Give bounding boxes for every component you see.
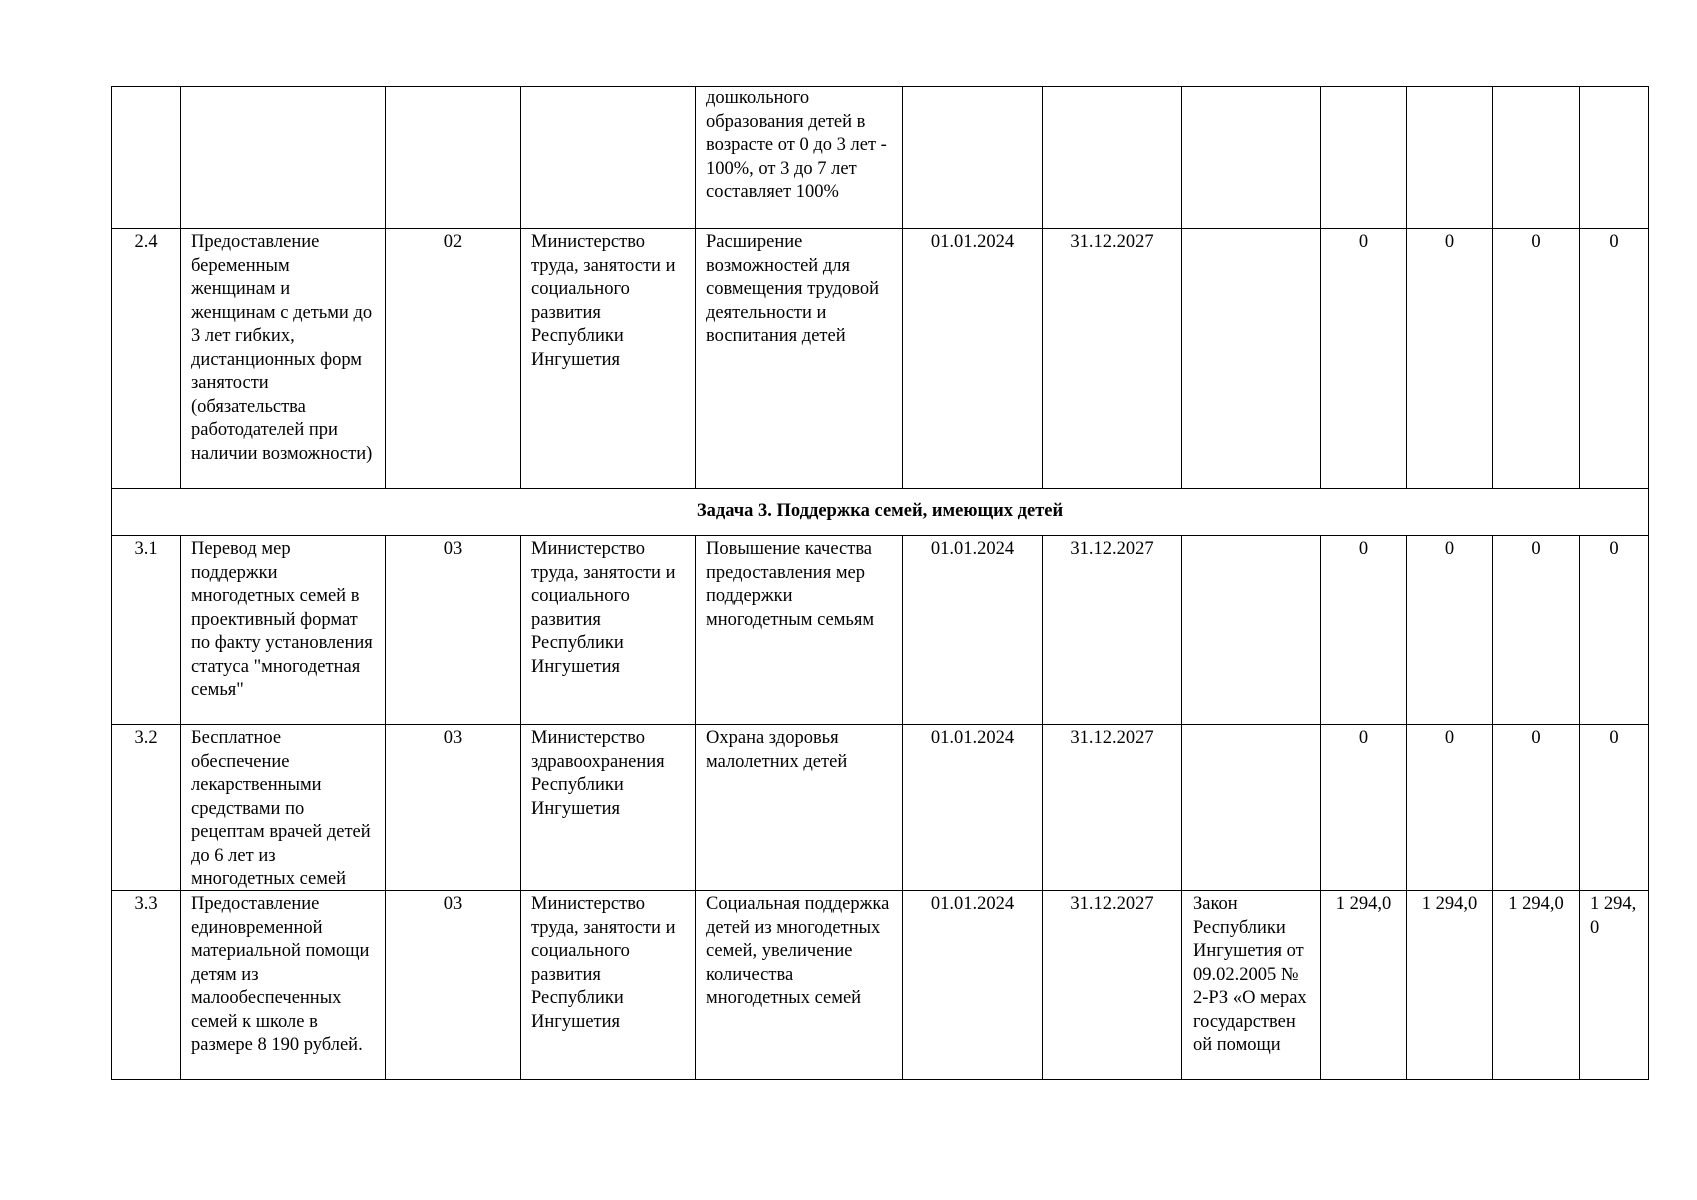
table-row — [111, 891, 1649, 1080]
section-header — [111, 489, 1649, 536]
cell-result: Охрана здоровья малолетних детей — [695, 725, 902, 890]
cell-num: 3.3 — [111, 891, 180, 1079]
cell-measure: Перевод мер поддержки многодетных семей в проективный формат по факту установления статуса "многодетная семья" — [180, 536, 385, 724]
cell-code: 02 — [385, 229, 520, 488]
cell-v2: 0 — [1406, 536, 1492, 724]
cell-end: 31.12.2027 — [1042, 725, 1181, 890]
cell-result: Повышение качества предоставления мер поддержки многодетным семьям — [695, 536, 902, 724]
cell-v1: 0 — [1320, 229, 1406, 488]
measures-table — [111, 86, 1649, 1080]
cell-v3 — [1492, 87, 1579, 228]
cell-executor: Министерство труда, занятости и социального развития Республики Ингушетия — [520, 536, 695, 724]
cell-v3: 0 — [1492, 229, 1579, 488]
cell-v2: 0 — [1406, 229, 1492, 488]
cell-measure: Предоставление единовременной материальной помощи детям из малообеспеченных семей к школе в размере 8 190 рублей. — [180, 891, 385, 1079]
cell-executor: Министерство труда, занятости и социального развития Республики Ингушетия — [520, 891, 695, 1079]
cell-v2: 0 — [1406, 725, 1492, 890]
cell-result: дошкольного образования детей в возрасте от 0 до 3 лет - 100%, от 3 до 7 лет составляет 100% — [695, 87, 902, 228]
cell-v1 — [1320, 87, 1406, 228]
cell-code — [385, 87, 520, 228]
cell-v4: 0 — [1579, 229, 1649, 488]
cell-measure: Предоставление беременным женщинам и женщинам с детьми до 3 лет гибких, дистанционных форм занятости (обязательства работодателей при наличии возможности) — [180, 229, 385, 488]
cell-v1: 0 — [1320, 725, 1406, 890]
cell-measure — [180, 87, 385, 228]
cell-executor: Министерство здравоохранения Республики Ингушетия — [520, 725, 695, 890]
section-title: Задача 3. Поддержка семей, имеющих детей — [696, 501, 1064, 521]
cell-v4: 0 — [1579, 536, 1649, 724]
cell-basis — [1181, 536, 1320, 724]
cell-basis: Закон Республики Ингушетия от 09.02.2005 № 2-РЗ «О мерах государствен ой помощи — [1181, 891, 1320, 1079]
cell-num: 3.2 — [111, 725, 180, 890]
cell-num: 2.4 — [111, 229, 180, 488]
cell-v3: 0 — [1492, 536, 1579, 724]
cell-code: 03 — [385, 536, 520, 724]
cell-start — [902, 87, 1042, 228]
cell-v4: 1 294, 0 — [1579, 891, 1649, 1079]
cell-end: 31.12.2027 — [1042, 536, 1181, 724]
cell-v3: 0 — [1492, 725, 1579, 890]
cell-v1: 0 — [1320, 536, 1406, 724]
cell-executor: Министерство труда, занятости и социального развития Республики Ингушетия — [520, 229, 695, 488]
table-row — [111, 86, 1649, 229]
cell-v2: 1 294,0 — [1406, 891, 1492, 1079]
cell-start: 01.01.2024 — [902, 725, 1042, 890]
cell-num: 3.1 — [111, 536, 180, 724]
cell-code: 03 — [385, 891, 520, 1079]
cell-v4 — [1579, 87, 1649, 228]
cell-v4: 0 — [1579, 725, 1649, 890]
table-row — [111, 229, 1649, 489]
cell-result: Социальная поддержка детей из многодетных семей, увеличение количества многодетных семей — [695, 891, 902, 1079]
cell-start: 01.01.2024 — [902, 229, 1042, 488]
cell-measure: Бесплатное обеспечение лекарственными средствами по рецептам врачей детей до 6 лет из многодетных семей — [180, 725, 385, 890]
cell-basis — [1181, 87, 1320, 228]
cell-end: 31.12.2027 — [1042, 891, 1181, 1079]
cell-v3: 1 294,0 — [1492, 891, 1579, 1079]
cell-result: Расширение возможностей для совмещения трудовой деятельности и воспитания детей — [695, 229, 902, 488]
cell-executor — [520, 87, 695, 228]
table-row — [111, 536, 1649, 725]
cell-basis — [1181, 725, 1320, 890]
cell-start: 01.01.2024 — [902, 891, 1042, 1079]
cell-start: 01.01.2024 — [902, 536, 1042, 724]
cell-num — [111, 87, 180, 228]
table-row — [111, 725, 1649, 891]
cell-v2 — [1406, 87, 1492, 228]
cell-v1: 1 294,0 — [1320, 891, 1406, 1079]
cell-end — [1042, 87, 1181, 228]
cell-end: 31.12.2027 — [1042, 229, 1181, 488]
cell-code: 03 — [385, 725, 520, 890]
cell-basis — [1181, 229, 1320, 488]
